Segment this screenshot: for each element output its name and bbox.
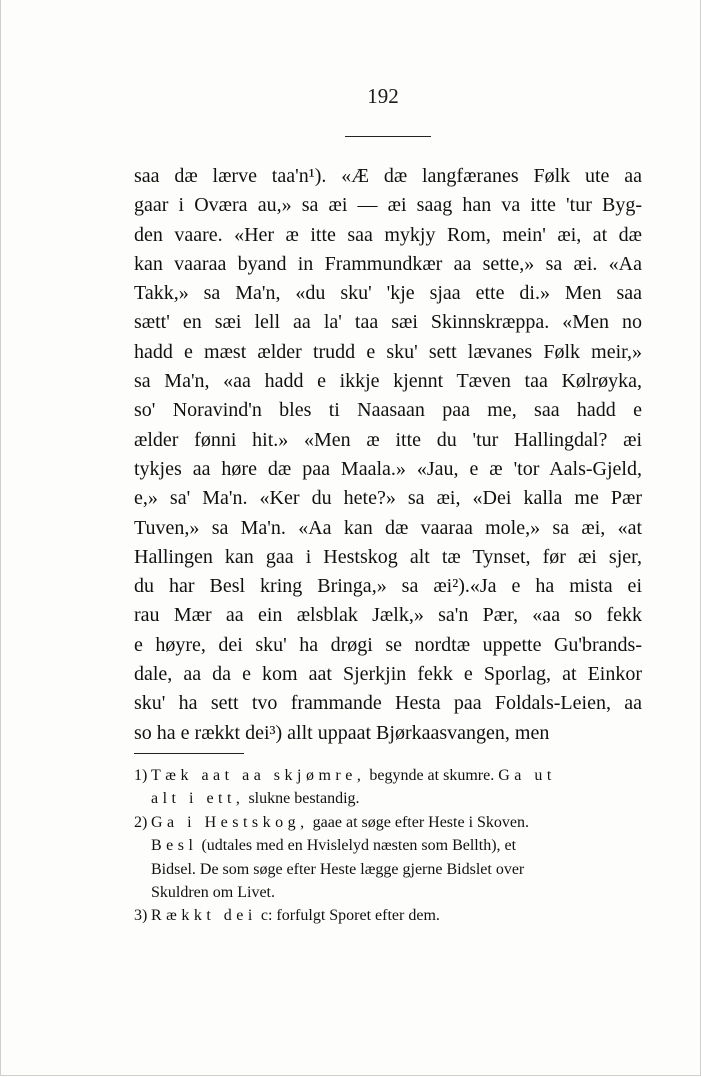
footnote-gloss: begynde at skumre. (365, 767, 499, 784)
footnote-term: Tæk aat aa skjømre, (151, 767, 366, 784)
text-line: sætt' en sæi lell aa la' taa sæi Skinnskræppa. «Men no (134, 311, 642, 334)
footnote-2-cont (134, 881, 646, 904)
text-line: den vaare. «Her æ itte saa mykjy Rom, mein' æi, at dæ (134, 223, 642, 246)
text-line: Takk,» sa Ma'n, «du sku' 'kje sjaa ette di.» Men saa (134, 282, 642, 305)
footnote-gloss: c: forfulgt Sporet efter dem. (256, 907, 440, 925)
text-line: tykjes aa høre dæ paa Maala.» «Jau, e æ 'tor Aals-Gjeld, (134, 457, 642, 480)
footnote-2-cont (134, 834, 646, 857)
footnote-term: alt i ett, (151, 790, 245, 808)
text-line: ælder fønni hit.» «Men æ itte du 'tur Hallingdal? æi (134, 428, 642, 451)
footnote-gloss: slukne bestandig. (244, 790, 360, 808)
footnote-term: Ga ut (498, 767, 556, 784)
footnote-1-cont (134, 787, 646, 810)
text-line: so' Noravind'n bles ti Naasaan paa me, saa hadd e (134, 399, 642, 422)
text-line: sa Ma'n, «aa hadd e ikkje kjennt Tæven taa Kølrøyka, (134, 370, 642, 393)
text-line: saa dæ lærve taa'n¹). «Æ dæ langfæranes Følk ute aa (134, 165, 642, 187)
footnote-gloss: Bidsel. De som søge efter Heste lægge gjerne Bidslet over (151, 860, 525, 878)
text-line: Tuven,» sa Ma'n. «Aa kan dæ vaaraa mole,» sa æi, «at (134, 516, 642, 539)
text-line: gaar i Oværa au,» sa æi — æi saag han va itte 'tur Byg- (134, 194, 642, 217)
footnote-marker: 2) (134, 813, 148, 831)
footnote-1 (134, 764, 646, 787)
footnotes (134, 764, 646, 928)
footnote-gloss: (udtales med en Hvislelyd næsten som Bellth), et (197, 837, 517, 855)
text-line: e høyre, dei sku' ha drøgi se nordtæ uppette Gu'brands- (134, 633, 642, 656)
text-line: so ha e rækkt dei³) allt uppaat Bjørkaasvangen, men (134, 721, 550, 744)
footnote-marker: 1) (134, 767, 148, 784)
text-line: hadd e mæst ælder trudd e sku' sett lævanes Følk meir,» (134, 340, 642, 363)
page-number: 192 (367, 84, 399, 108)
text-line: rau Mær aa ein ælsblak Jælk,» sa'n Pær, «aa so fekk (134, 604, 642, 627)
footnote-term: Ga i Hestskog, (151, 813, 309, 831)
footnote-marker: 3) (134, 907, 148, 925)
text-line: e,» sa' Ma'n. «Ker du hete?» sa æi, «Dei kalla me Pær (134, 487, 642, 510)
footnote-rule (134, 753, 244, 754)
body-text (134, 162, 642, 748)
text-line: dale, aa da e kom aat Sjerkjin fekk e Sporlag, at Einkor (134, 663, 642, 686)
footnote-gloss: gaae at søge efter Heste i Skoven. (308, 813, 530, 831)
footnote-2 (134, 811, 646, 834)
footnote-3 (134, 904, 646, 927)
footnote-term: Besl (151, 837, 198, 855)
text-line: kan vaaraa byand in Frammundkær aa sette,» sa æi. «Aa (134, 252, 642, 275)
text-line: sku' ha sett tvo frammande Hesta paa Foldals-Leien, aa (134, 692, 642, 715)
header-rule (345, 136, 431, 137)
text-line: du har Besl kring Bringa,» sa æi²).«Ja e ha mista ei (134, 575, 642, 598)
footnote-gloss: Skuldren om Livet. (151, 883, 275, 901)
footnote-2-cont (134, 858, 646, 881)
text-line: Hallingen kan gaa i Hestskog alt tæ Tynset, før æi sjer, (134, 545, 642, 568)
footnote-term: Rækkt dei (151, 907, 257, 925)
